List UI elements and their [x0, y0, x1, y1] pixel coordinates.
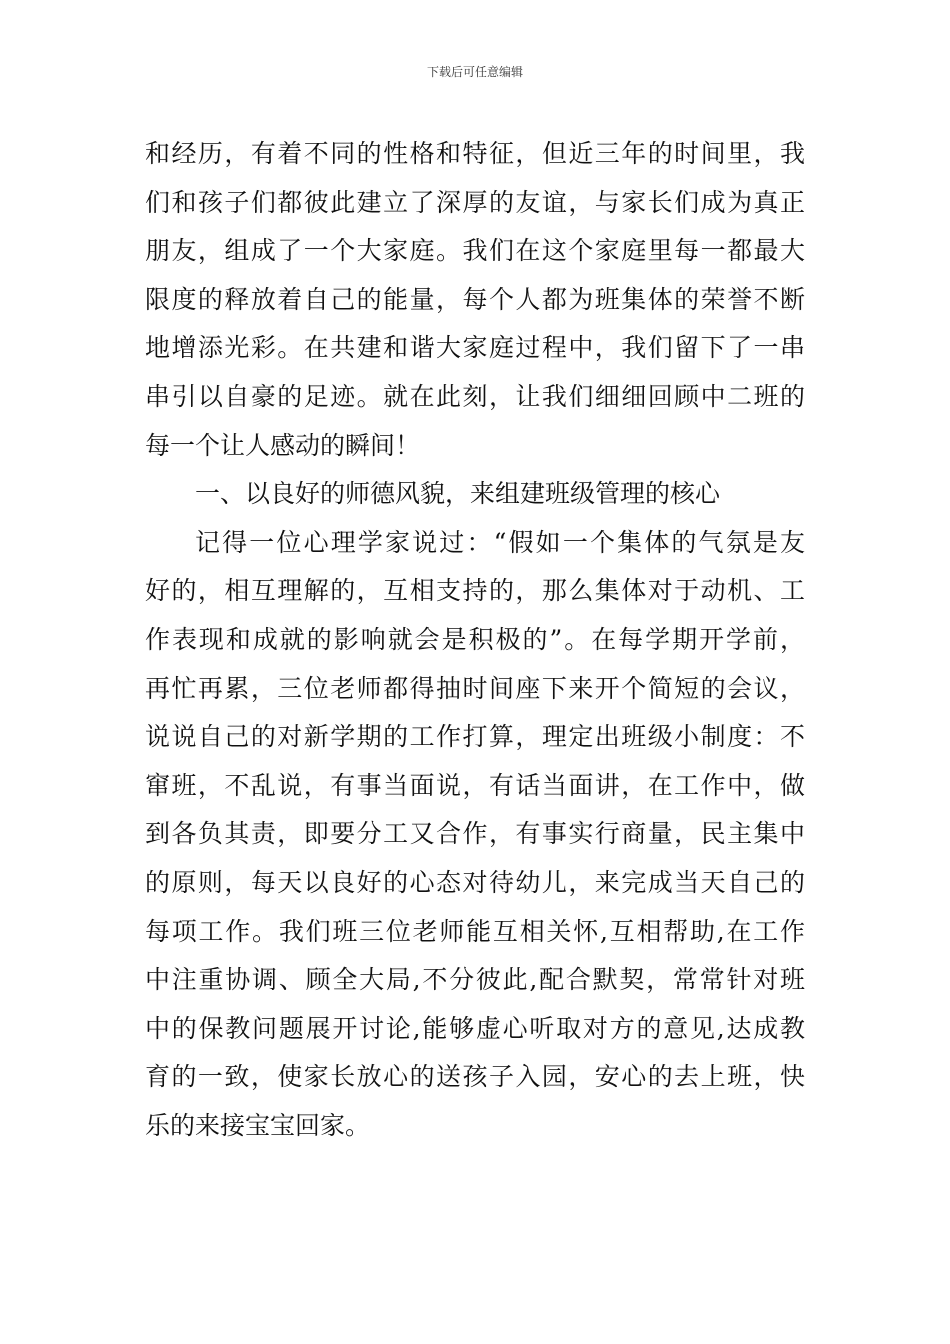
text-line: 的原则，每天以良好的心态对待幼儿，来完成当天自己的: [145, 867, 805, 897]
text-line: 地增添光彩。在共建和谐大家庭过程中，我们留下了一串: [145, 333, 805, 363]
paragraph-main: [145, 519, 805, 1151]
text-line: 好的，相互理解的，互相支持的，那么集体对于动机、工: [145, 576, 805, 606]
document-body: [145, 130, 805, 1150]
page-header-note: 下载后可任意编辑: [426, 65, 523, 79]
text-line: 作表现和成就的影响就会是积极的”。在每学期开学前，: [145, 624, 805, 654]
section-heading: [145, 470, 805, 519]
text-line: 串引以自豪的足迹。就在此刻，让我们细细回顾中二班的: [145, 381, 805, 411]
text-line: 乐的来接宝宝回家。: [145, 1110, 371, 1140]
text-line: 朋友，组成了一个大家庭。我们在这个家庭里每一都最大: [145, 236, 805, 266]
text-line: 说说自己的对新学期的工作打算，理定出班级小制度：不: [145, 722, 805, 752]
text-line: 再忙再累，三位老师都得抽时间座下来开个简短的会议，: [145, 673, 805, 703]
paragraph-intro: [145, 130, 805, 470]
text-line: 限度的释放着自己的能量，每个人都为班集体的荣誉不断: [145, 284, 805, 314]
text-line: 到各负其责，即要分工又合作，有事实行商量，民主集中: [145, 819, 805, 849]
heading-line: 一、以良好的师德风貌，来组建班级管理的核心: [195, 479, 721, 509]
text-line: 窜班，不乱说，有事当面说，有话当面讲，在工作中，做: [145, 770, 805, 800]
text-line: 记得一位心理学家说过：“假如一个集体的气氛是友: [195, 527, 805, 557]
text-line: 们和孩子们都彼此建立了深厚的友谊，与家长们成为真正: [145, 187, 805, 217]
text-line: 中注重协调、顾全大局,不分彼此,配合默契，常常针对班: [145, 965, 805, 995]
text-line: 每一个让人感动的瞬间！: [145, 430, 421, 460]
text-line: 和经历，有着不同的性格和特征，但近三年的时间里，我: [145, 139, 805, 168]
text-line: 中的保教问题展开讨论,能够虚心听取对方的意见,达成教: [145, 1013, 805, 1043]
text-line: 每项工作。我们班三位老师能互相关怀,互相帮助,在工作: [145, 916, 805, 946]
text-line: 育的一致，使家长放心的送孩子入园，安心的去上班，快: [145, 1062, 805, 1092]
